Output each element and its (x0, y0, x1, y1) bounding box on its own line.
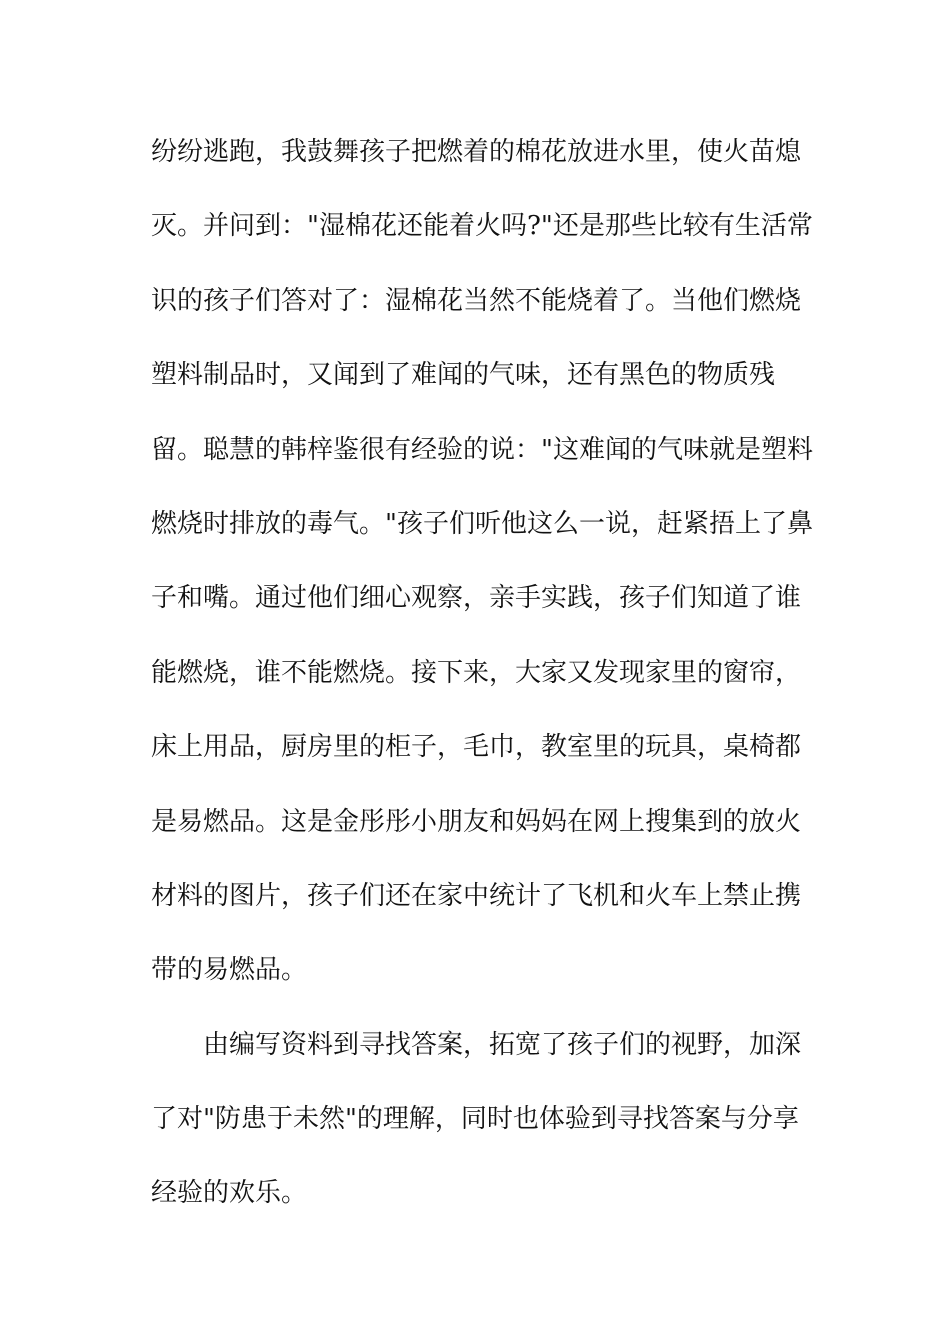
body-text (151, 128, 811, 1244)
text-line: 子和嘴。通过他们细心观察，亲手实践，孩子们知道了谁 (151, 583, 802, 614)
text-line: 床上用品，厨房里的柜子，毛巾，教室里的玩具，桌椅都 (151, 732, 802, 763)
text-line: 是易燃品。这是金彤彤小朋友和妈妈在网上搜集到的放火 (151, 806, 802, 837)
text-line: 燃烧时排放的毒气。"孩子们听他这么一说，赶紧捂上了鼻 (151, 508, 813, 539)
text-line: 灭。并问到："湿棉花还能着火吗?"还是那些比较有生活常 (151, 211, 813, 242)
text-line: 纷纷逃跑，我鼓舞孩子把燃着的棉花放进水里，使火苗熄 (151, 137, 802, 167)
text-line: 留。聪慧的韩梓鉴很有经验的说："这难闻的气味就是塑料 (151, 434, 813, 465)
text-line: 带的易燃品。 (151, 955, 308, 986)
text-line: 经验的欢乐。 (151, 1178, 308, 1209)
text-line: 识的孩子们答对了：湿棉花当然不能烧着了。当他们燃烧 (151, 285, 802, 316)
text-line: 了对"防患于未然"的理解，同时也体验到寻找答案与分享 (151, 1104, 799, 1135)
text-line: 能燃烧，谁不能燃烧。接下来，大家又发现家里的窗帘， (151, 657, 802, 688)
paragraph-start-line: 由编写资料到寻找答案，拓宽了孩子们的视野，加深 (203, 1029, 802, 1060)
text-line: 材料的图片，孩子们还在家中统计了飞机和火车上禁止携 (151, 880, 802, 911)
text-line: 塑料制品时，又闻到了难闻的气味，还有黑色的物质残 (151, 360, 776, 391)
